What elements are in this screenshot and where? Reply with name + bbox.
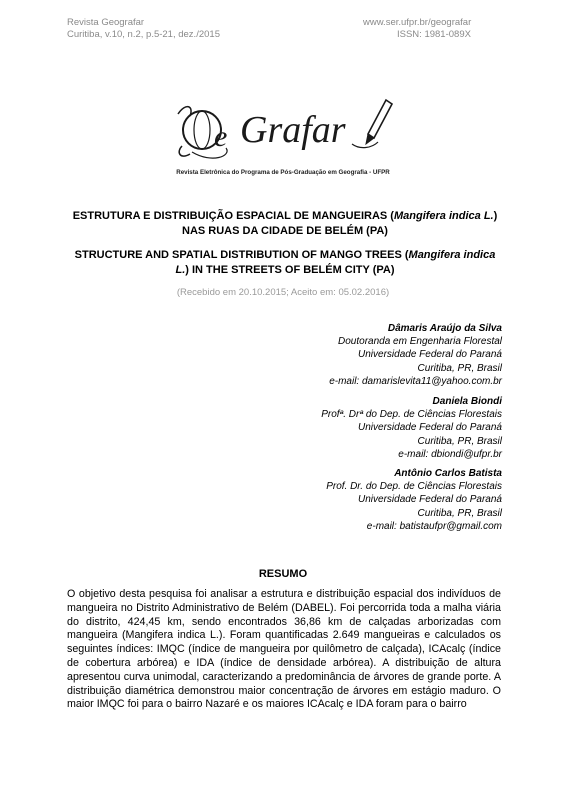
title-en-part2: ) IN THE STREETS OF BELÉM CITY (PA) xyxy=(185,264,395,276)
title-pt-species: Mangifera indica L. xyxy=(393,210,494,222)
author-email: e-mail: dbiondi@ufpr.br xyxy=(398,448,502,460)
svg-text:Grafar: Grafar xyxy=(240,109,346,151)
resumo-heading: RESUMO xyxy=(258,568,308,580)
journal-header-right xyxy=(363,17,471,41)
author-institution: Universidade Federal do Paraná xyxy=(358,422,502,434)
journal-issn: ISSN: 1981-089X xyxy=(397,29,471,40)
author-location: Curitiba, PR, Brasil xyxy=(417,362,502,374)
author-name: Daniela Biondi xyxy=(432,396,502,407)
title-en-species: Mangifera indica L. xyxy=(175,249,496,276)
author-location: Curitiba, PR, Brasil xyxy=(417,507,502,519)
title-english xyxy=(67,248,503,278)
author-role: Prof. Dr. do Dep. de Ciências Florestais xyxy=(326,481,502,493)
resumo-text: O objetivo desta pesquisa foi analisar a estrutura e distribuição espacial dos indivíduos de mangueira no Distrito Administrativo de Belém (DABEL). Foi percorrida toda a malha viária do distrito, 424,45 km, sendo encontrados 36,86 km de calçadas arborizadas com mangueira (Mangifera indica L.). Foram quantificadas 2.649 mangueiras e calculados os seguintes índices: IMQC (índice de mangueira por quilômetro de calçada), ICAcalç (índice de cobertura arbórea) e IDA (índice de densidade arbórea). A distribuição de altura apresentou curva unimodal, caracterizando a predominância de árvores de grande porte. A distribuição diamétrica demonstrou maior concentração de árvores em estágio maduro. O maior IMQC foi para o bairro Nazaré e os maiores ICAcalç e IDA foram para o bairro xyxy=(67,588,501,711)
journal-citation: Curitiba, v.10, n.2, p.5-21, dez./2015 xyxy=(67,29,220,40)
journal-name: Revista Geografar xyxy=(67,17,145,28)
title-pt-part1: ESTRUTURA E DISTRIBUIÇÃO ESPACIAL DE MANGUEIRAS ( xyxy=(72,210,394,222)
author-name: Dâmaris Araújo da Silva xyxy=(387,323,502,334)
title-en-part1: STRUCTURE AND SPATIAL DISTRIBUTION OF MANGO TREES ( xyxy=(74,249,409,261)
title-pt-part2: ) NAS RUAS DA CIDADE DE BELÉM (PA) xyxy=(182,210,498,237)
title-portuguese xyxy=(67,209,503,239)
author-role: Doutoranda em Engenharia Florestal xyxy=(338,336,502,348)
author-block-2 xyxy=(321,395,502,461)
author-email: e-mail: damarislevita11@yahoo.com.br xyxy=(329,375,502,387)
author-block-3 xyxy=(326,467,502,533)
author-block-1 xyxy=(329,322,502,388)
author-institution: Universidade Federal do Paraná xyxy=(358,349,502,361)
received-dates: (Recebido em 20.10.2015; Aceito em: 05.02.2016) xyxy=(176,287,390,298)
author-location: Curitiba, PR, Brasil xyxy=(417,435,502,447)
author-institution: Universidade Federal do Paraná xyxy=(358,494,502,506)
svg-text:e: e xyxy=(214,120,228,153)
author-role: Profª. Drª do Dep. de Ciências Florestais xyxy=(321,409,502,421)
geografar-logo xyxy=(172,94,396,166)
journal-website: www.ser.ufpr.br/geografar xyxy=(363,17,472,28)
author-email: e-mail: batistaufpr@gmail.com xyxy=(366,520,502,532)
author-name: Antônio Carlos Batista xyxy=(394,468,502,479)
logo-subtitle: Revista Eletrônica do Programa de Pós-Graduação em Geografia - UFPR xyxy=(176,169,390,176)
journal-header xyxy=(67,17,220,41)
